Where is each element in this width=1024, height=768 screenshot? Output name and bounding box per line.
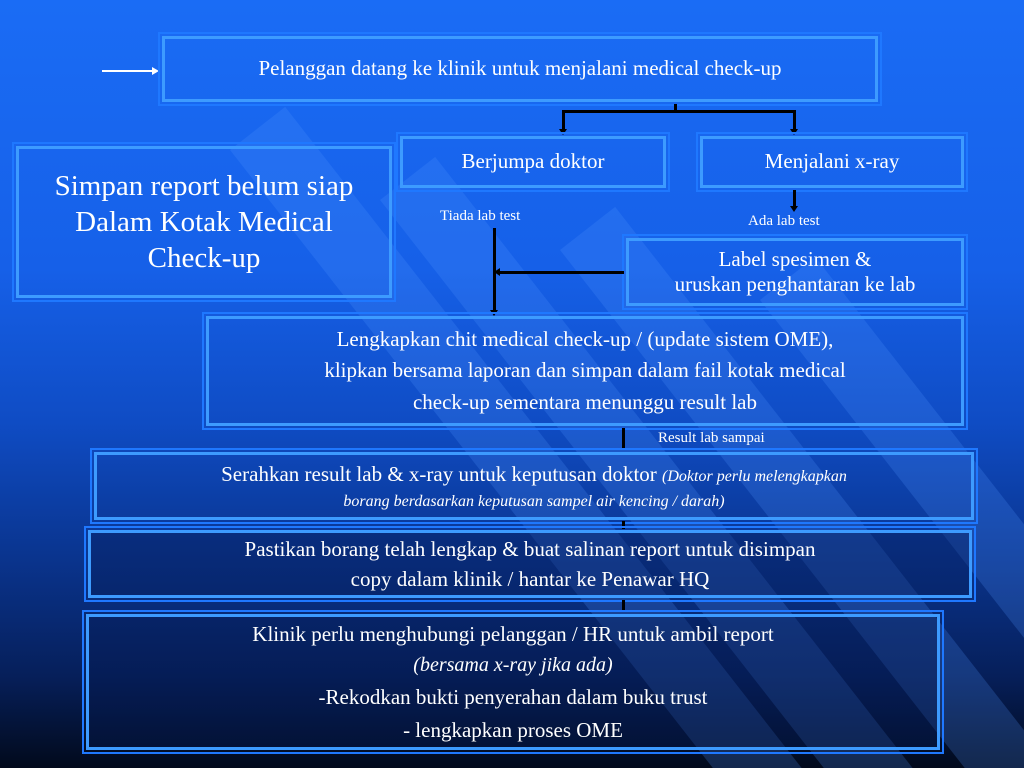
complete-chit-line-2: klipkan bersama laporan dan simpan dalam fail kotak medical: [324, 358, 846, 383]
arrowhead-icon: [790, 129, 798, 135]
submit-results-step-box: [94, 452, 974, 520]
xray-step-box: [700, 136, 964, 188]
specimen-line-2: uruskan penghantaran ke lab: [674, 272, 916, 296]
connector-chit-down: [622, 428, 625, 448]
contact-customer-line-4: - lengkapkan proses OME: [403, 717, 623, 742]
arrowhead-icon: [790, 206, 798, 212]
doctor-step-box: [400, 136, 666, 188]
submit-results-note-b: borang berdasarkan keputusan sampel air kencing / darah): [343, 492, 725, 510]
connector-branch-horizontal: [562, 110, 796, 113]
doctor-step-text: Berjumpa doktor: [461, 149, 605, 174]
submit-results-line-1: [221, 459, 847, 489]
side-note-line-2: Dalam Kotak Medical: [75, 205, 333, 238]
entry-arrow-line: [102, 70, 154, 72]
ensure-forms-line-2: copy dalam klinik / hantar ke Penawar HQ: [350, 567, 710, 591]
specimen-line-1: Label spesimen &: [718, 246, 872, 271]
contact-customer-line-3: -Rekodkan bukti penyerahan dalam buku trust: [318, 685, 708, 710]
specimen-step-box: [626, 238, 964, 306]
complete-chit-line-1: Lengkapkan chit medical check-up / (update sistem OME),: [336, 326, 834, 351]
connector-specimen-join: [498, 271, 624, 274]
arrowhead-left-icon: [494, 268, 500, 276]
side-note-line-3: Check-up: [147, 242, 261, 275]
has-lab-test-label: Ada lab test: [748, 213, 820, 229]
side-note-line-1: Simpan report belum siap: [54, 169, 354, 202]
submit-results-main: Serahkan result lab & x-ray untuk keputusan doktor: [221, 462, 663, 487]
complete-chit-step-box: [206, 316, 964, 426]
contact-customer-step-box: [86, 614, 940, 750]
ensure-forms-step-box: [88, 530, 972, 598]
side-note-box: [16, 146, 392, 298]
result-arrived-label: Result lab sampai: [658, 430, 765, 446]
contact-customer-line-1: Klinik perlu menghubungi pelanggan / HR untuk ambil report: [252, 621, 774, 646]
connector-to-doctor: [562, 110, 565, 130]
ensure-forms-line-1: Pastikan borang telah lengkap & buat salinan report untuk disimpan: [244, 536, 816, 561]
start-step-box: [162, 36, 878, 102]
connector-ensure-down: [622, 600, 625, 612]
no-lab-test-label: Tiada lab test: [440, 208, 521, 224]
submit-results-note-a: (Doktor perlu melengkapkan: [662, 468, 847, 486]
complete-chit-line-3: check-up sementara menunggu result lab: [412, 389, 758, 414]
arrowhead-icon: [559, 129, 567, 135]
xray-step-text: Menjalani x-ray: [764, 149, 900, 174]
connector-submit-down: [622, 521, 625, 529]
entry-arrowhead-icon: [152, 67, 159, 75]
contact-customer-line-2: (bersama x-ray jika ada): [413, 654, 613, 677]
start-step-text: Pelanggan datang ke klinik untuk menjalani medical check-up: [258, 56, 782, 81]
connector-to-xray: [793, 110, 796, 130]
